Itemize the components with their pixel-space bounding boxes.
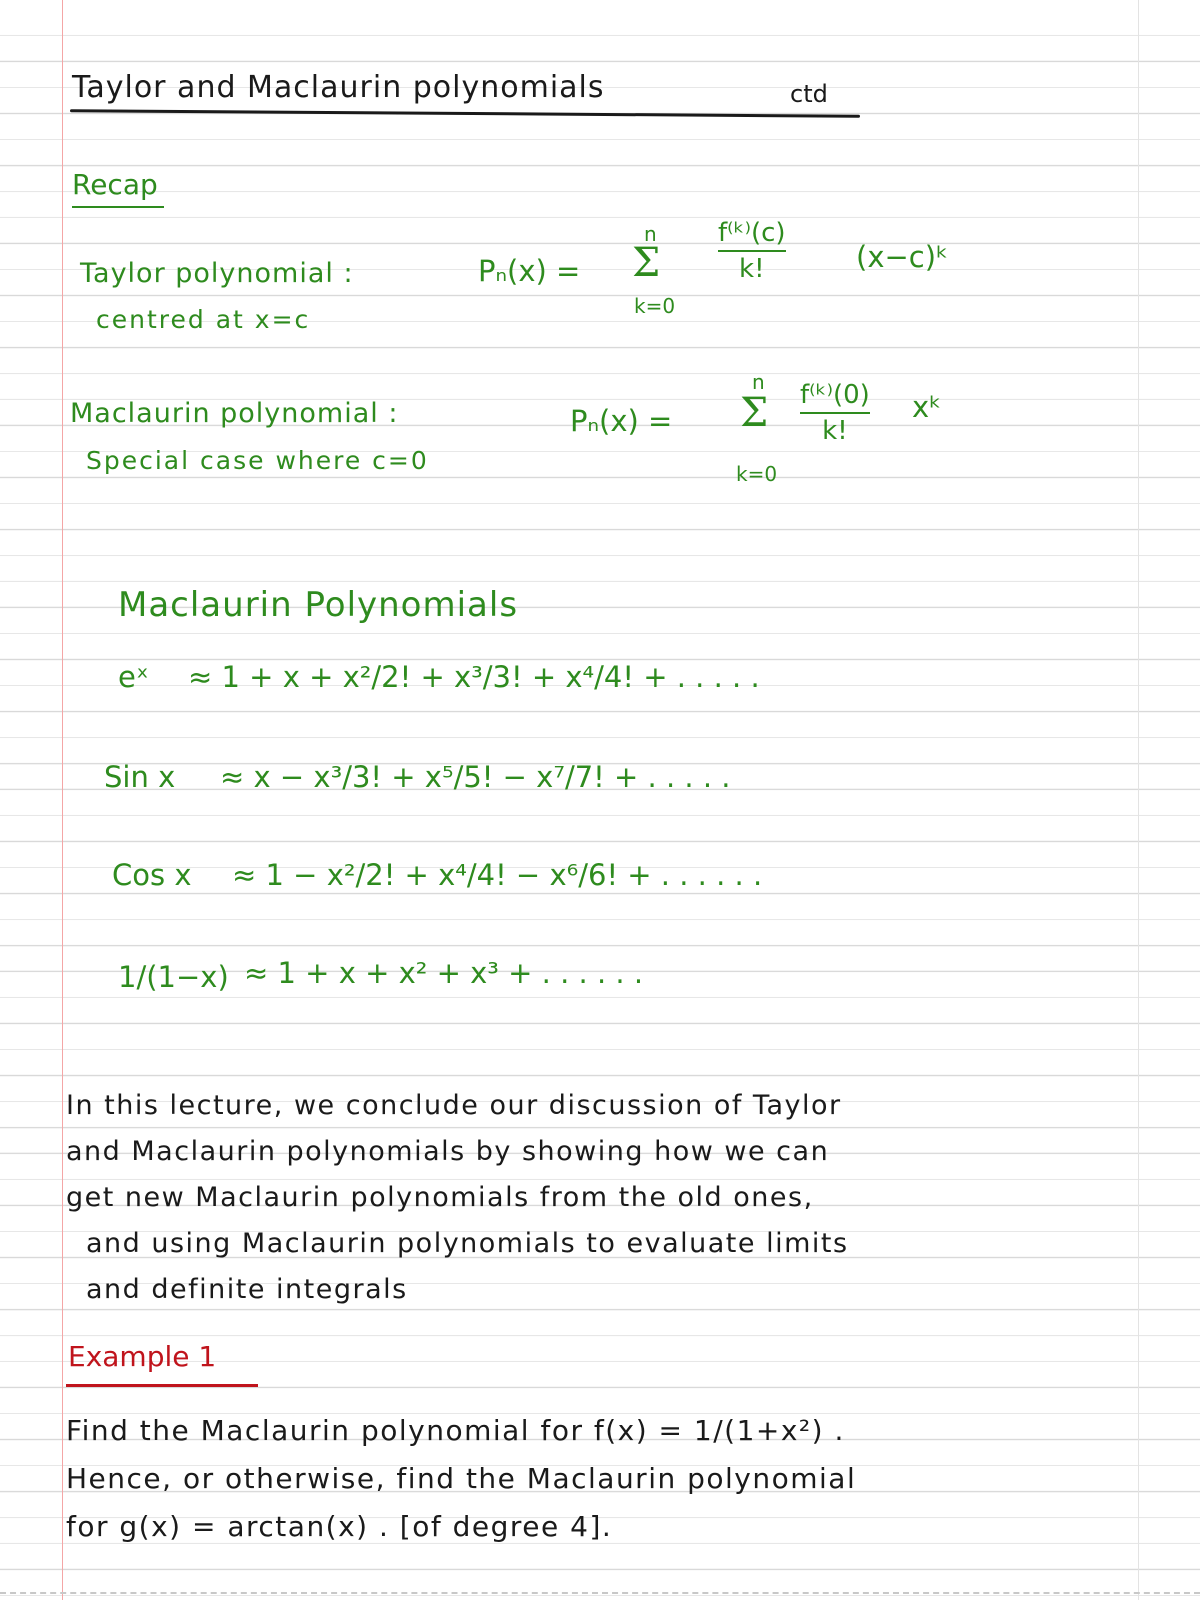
right-margin-line [1138,0,1139,1600]
title-underline [70,109,860,118]
lecture-line-5: and definite integrals [86,1274,408,1305]
continued-label: ctd [790,80,828,108]
maclaurin-sublabel: Special case where c=0 [86,446,429,475]
margin-line [62,0,63,1600]
maclaurin-denominator: k! [822,416,848,446]
example-line-3: for g(x) = arctan(x) . [of degree 4]. [66,1510,613,1543]
taylor-denominator: k! [739,254,765,284]
lecture-line-4: and using Maclaurin polynomials to evaluate limits [86,1228,849,1259]
page-title: Taylor and Maclaurin polynomials [72,70,605,105]
maclaurin-fraction [800,380,870,446]
series-cos-rhs: ≈ 1 − x²/2! + x⁴/4! − x⁶/6! + . . . . . . [232,858,763,892]
series-geometric-rhs: ≈ 1 + x + x² + x³ + . . . . . . [244,956,644,990]
maclaurin-section-heading: Maclaurin Polynomials [118,585,519,625]
taylor-sum-bottom: k=0 [634,294,676,318]
lecture-line-2: and Maclaurin polynomials by showing how we can [66,1136,830,1167]
taylor-sublabel: centred at x=c [96,305,311,334]
maclaurin-label: Maclaurin polynomial : [70,398,399,429]
taylor-label: Taylor polynomial : [80,258,354,289]
series-cos-lhs: Cos x [112,858,192,892]
taylor-fraction-bar [718,250,786,252]
maclaurin-sum-bottom: k=0 [736,462,778,486]
series-exp-rhs: ≈ 1 + x + x²/2! + x³/3! + x⁴/4! + . . . . . [188,660,760,694]
lecture-line-3: get new Maclaurin polynomials from the old ones, [66,1182,814,1213]
taylor-sigma: Σ [632,240,661,286]
example-heading: Example 1 [68,1340,217,1373]
taylor-tail: (x−c)ᵏ [856,240,949,274]
example-line-1: Find the Maclaurin polynomial for f(x) = 1/(1+x²) . [66,1414,845,1447]
series-exp-lhs: eˣ [118,660,149,694]
maclaurin-tail: xᵏ [912,390,942,424]
taylor-lhs: Pₙ(x) = [478,254,581,288]
series-sin-rhs: ≈ x − x³/3! + x⁵/5! − x⁷/7! + . . . . . [220,760,731,794]
lecture-line-1: In this lecture, we conclude our discussion of Taylor [66,1090,842,1121]
maclaurin-sum-top: n [752,370,765,394]
taylor-numerator: f⁽ᵏ⁾(c) [718,218,786,248]
maclaurin-lhs: Pₙ(x) = [570,404,673,438]
page-bottom-edge [0,1592,1200,1594]
example-underline [66,1384,258,1387]
maclaurin-fraction-bar [800,412,870,414]
maclaurin-numerator: f⁽ᵏ⁾(0) [800,380,870,410]
recap-underline [72,206,164,208]
series-sin-lhs: Sin x [104,760,176,794]
taylor-fraction [718,218,786,284]
example-line-2: Hence, or otherwise, find the Maclaurin polynomial [66,1462,857,1495]
series-geometric-lhs: 1/(1−x) [118,960,229,994]
maclaurin-sigma: Σ [740,390,769,436]
recap-heading: Recap [72,168,158,201]
taylor-sum-top: n [644,222,657,246]
